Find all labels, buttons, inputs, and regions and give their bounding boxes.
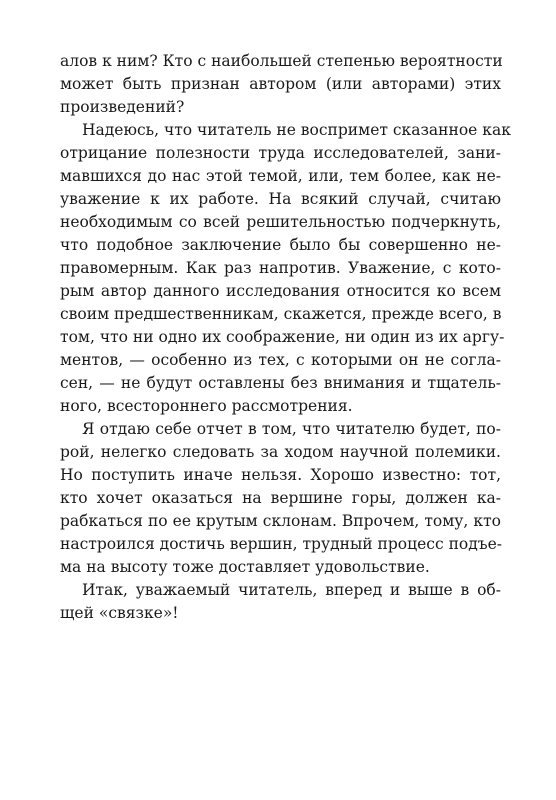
text-line: ментов, — особенно из тех, с которыми он не согла-: [60, 351, 501, 369]
paragraph-1: [60, 50, 501, 119]
text-line: настроился достичь вершин, трудный процесс подъе-: [60, 535, 503, 553]
paragraph-3: [60, 418, 501, 579]
text-line: рабкаться по ее крутым склонам. Впрочем, тому, кто: [60, 512, 501, 530]
paragraph-4: [60, 579, 501, 625]
text-line: Но поступить иначе нельзя. Хорошо известно: тот,: [60, 466, 501, 484]
text-line: том, что ни одно их соображение, ни один из их аргу-: [60, 328, 505, 346]
text-line: кто хочет оказаться на вершине горы, должен ка-: [60, 489, 501, 507]
text-line: рой, нелегко следовать за ходом научной полемики.: [60, 443, 501, 461]
text-line: отрицание полезности труда исследователей, зани-: [60, 144, 501, 162]
text-line: ма на высоту тоже доставляет удовольствие.: [60, 558, 430, 576]
text-line: может быть признан автором (или авторами) этих: [60, 75, 501, 93]
text-line: ного, всестороннего рассмотрения.: [60, 397, 353, 415]
page-text: [60, 50, 511, 625]
text-line: алов к ним? Кто с наибольшей степенью вероятности: [60, 52, 503, 70]
text-line: щей «связке»!: [60, 604, 179, 622]
text-line: уважение к их работе. На всякий случай, считаю: [60, 190, 501, 208]
text-line: правомерным. Как раз напротив. Уважение, с кото-: [60, 259, 501, 277]
text-line: мавшихся до нас этой темой, или, тем более, как не-: [60, 167, 501, 185]
text-line: Итак, уважаемый читатель, вперед и выше в об-: [82, 581, 501, 599]
text-line: что подобное заключение было бы совершенно не-: [60, 236, 501, 254]
text-line: своим предшественникам, скажется, прежде всего, в: [60, 305, 502, 323]
text-line: произведений?: [60, 98, 185, 116]
text-line: сен, — не будут оставлены без внимания и тщатель-: [60, 374, 501, 392]
text-line: рым автор данного исследования относится ко всем: [60, 282, 501, 300]
text-line: необходимым со всей решительностью подчеркнуть,: [60, 213, 501, 231]
text-line: Надеюсь, что читатель не воспримет сказанное как: [82, 121, 511, 139]
paragraph-2: [60, 119, 511, 418]
text-line: Я отдаю себе отчет в том, что читателю будет, по-: [82, 420, 501, 438]
